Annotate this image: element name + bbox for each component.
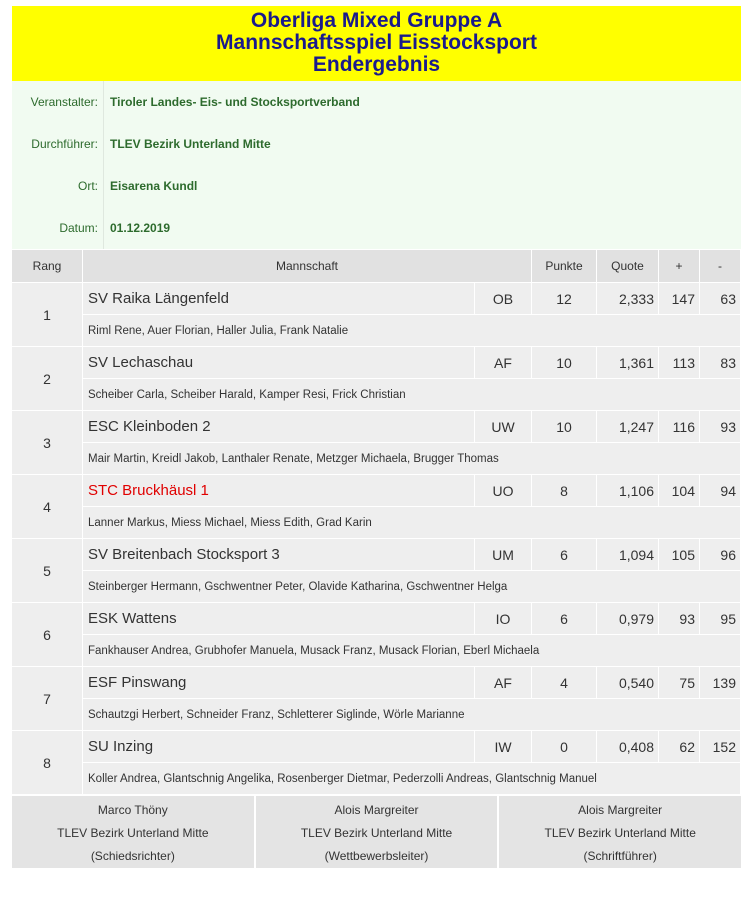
plus-cell: 147: [659, 283, 699, 314]
minus-cell: 93: [700, 411, 740, 442]
official-role: (Schriftführer): [583, 849, 657, 863]
info-row: [12, 123, 741, 165]
district-code: UO: [475, 475, 531, 506]
results-page: [12, 6, 741, 868]
plus-cell: 105: [659, 539, 699, 570]
title-line-2: Mannschaftsspiel Eisstocksport: [216, 31, 537, 54]
table-row: [12, 667, 740, 698]
members-row: [12, 315, 740, 346]
team-members: Riml Rene, Auer Florian, Haller Julia, Frank Natalie: [83, 315, 740, 346]
info-label: Veranstalter:: [12, 81, 104, 123]
team-members: Scheiber Carla, Scheiber Harald, Kamper Resi, Frick Christian: [83, 379, 740, 410]
team-name: SU Inzing: [83, 731, 474, 762]
quote-cell: 1,094: [597, 539, 658, 570]
members-row: [12, 763, 740, 794]
team-name: SV Breitenbach Stocksport 3: [83, 539, 474, 570]
minus-cell: 96: [700, 539, 740, 570]
rank-cell: 8: [12, 731, 82, 794]
plus-cell: 113: [659, 347, 699, 378]
official-org: TLEV Bezirk Unterland Mitte: [57, 826, 209, 840]
members-row: [12, 571, 740, 602]
points-cell: 6: [532, 603, 596, 634]
official-name: Alois Margreiter: [578, 803, 663, 817]
info-row: [12, 81, 741, 123]
header-punkte: Punkte: [532, 250, 596, 282]
info-value: TLEV Bezirk Unterland Mitte: [110, 137, 271, 151]
members-row: [12, 379, 740, 410]
rank-cell: 4: [12, 475, 82, 538]
info-value: Eisarena Kundl: [110, 179, 198, 193]
district-code: OB: [475, 283, 531, 314]
minus-cell: 152: [700, 731, 740, 762]
info-value: Tiroler Landes- Eis- und Stocksportverband: [110, 95, 360, 109]
header-team: Mannschaft: [83, 250, 531, 282]
plus-cell: 93: [659, 603, 699, 634]
quote-cell: 0,979: [597, 603, 658, 634]
official-org: TLEV Bezirk Unterland Mitte: [300, 826, 453, 840]
header-minus: -: [700, 250, 740, 282]
event-info: [12, 81, 741, 249]
official-cell: [499, 796, 741, 868]
rank-cell: 5: [12, 539, 82, 602]
rank-cell: 2: [12, 347, 82, 410]
official-name: Alois Margreiter: [334, 803, 419, 817]
team-name: ESK Wattens: [83, 603, 474, 634]
points-cell: 0: [532, 731, 596, 762]
table-row: [12, 731, 740, 762]
header-quote: Quote: [597, 250, 658, 282]
points-cell: 12: [532, 283, 596, 314]
table-row: [12, 411, 740, 442]
quote-cell: 1,361: [597, 347, 658, 378]
title-line-3: Endergebnis: [312, 53, 441, 76]
rank-cell: 3: [12, 411, 82, 474]
points-cell: 10: [532, 411, 596, 442]
info-label: Datum:: [12, 207, 104, 249]
info-value: 01.12.2019: [110, 221, 171, 235]
district-code: IW: [475, 731, 531, 762]
table-row: [12, 475, 740, 506]
team-members: Schautzgi Herbert, Schneider Franz, Schletterer Siglinde, Wörle Marianne: [83, 699, 740, 730]
points-cell: 8: [532, 475, 596, 506]
points-cell: 4: [532, 667, 596, 698]
plus-cell: 75: [659, 667, 699, 698]
header-plus: +: [659, 250, 699, 282]
points-cell: 6: [532, 539, 596, 570]
team-name: STC Bruckhäusl 1: [83, 475, 474, 506]
members-row: [12, 635, 740, 666]
table-header: [12, 250, 740, 282]
plus-cell: 62: [659, 731, 699, 762]
district-code: IO: [475, 603, 531, 634]
official-org: TLEV Bezirk Unterland Mitte: [544, 826, 696, 840]
district-code: AF: [475, 347, 531, 378]
table-row: [12, 283, 740, 314]
district-code: AF: [475, 667, 531, 698]
team-name: ESC Kleinboden 2: [83, 411, 474, 442]
plus-cell: 104: [659, 475, 699, 506]
table-row: [12, 347, 740, 378]
results-table: [11, 249, 741, 795]
minus-cell: 63: [700, 283, 740, 314]
quote-cell: 0,540: [597, 667, 658, 698]
team-members: Fankhauser Andrea, Grubhofer Manuela, Musack Franz, Musack Florian, Eberl Michaela: [83, 635, 740, 666]
minus-cell: 95: [700, 603, 740, 634]
team-members: Mair Martin, Kreidl Jakob, Lanthaler Renate, Metzger Michaela, Brugger Thomas: [83, 443, 740, 474]
team-name: SV Lechaschau: [83, 347, 474, 378]
members-row: [12, 507, 740, 538]
info-label: Ort:: [12, 165, 104, 207]
team-members: Koller Andrea, Glantschnig Angelika, Rosenberger Dietmar, Pederzolli Andreas, Glantschnig Manuel: [83, 763, 740, 794]
official-cell: [12, 796, 254, 868]
info-label: Durchführer:: [12, 123, 104, 165]
team-members: Lanner Markus, Miess Michael, Miess Edith, Grad Karin: [83, 507, 740, 538]
members-row: [12, 443, 740, 474]
quote-cell: 2,333: [597, 283, 658, 314]
title-line-1: Oberliga Mixed Gruppe A: [250, 9, 503, 32]
officials-footer: [12, 796, 741, 868]
official-name: Marco Thöny: [97, 803, 168, 817]
minus-cell: 94: [700, 475, 740, 506]
district-code: UW: [475, 411, 531, 442]
team-name: SV Raika Längenfeld: [83, 283, 474, 314]
team-members: Steinberger Hermann, Gschwentner Peter, Olavide Katharina, Gschwentner Helga: [83, 571, 740, 602]
official-role: (Wettbewerbsleiter): [324, 849, 429, 863]
minus-cell: 83: [700, 347, 740, 378]
table-row: [12, 603, 740, 634]
minus-cell: 139: [700, 667, 740, 698]
rank-cell: 6: [12, 603, 82, 666]
official-role: (Schiedsrichter): [90, 849, 175, 863]
info-row: [12, 207, 741, 249]
quote-cell: 1,247: [597, 411, 658, 442]
quote-cell: 0,408: [597, 731, 658, 762]
title-banner: [12, 6, 741, 81]
plus-cell: 116: [659, 411, 699, 442]
members-row: [12, 699, 740, 730]
info-row: [12, 165, 741, 207]
team-name: ESF Pinswang: [83, 667, 474, 698]
official-cell: [256, 796, 498, 868]
table-row: [12, 539, 740, 570]
rank-cell: 7: [12, 667, 82, 730]
header-rang: Rang: [12, 250, 82, 282]
points-cell: 10: [532, 347, 596, 378]
rank-cell: 1: [12, 283, 82, 346]
district-code: UM: [475, 539, 531, 570]
quote-cell: 1,106: [597, 475, 658, 506]
